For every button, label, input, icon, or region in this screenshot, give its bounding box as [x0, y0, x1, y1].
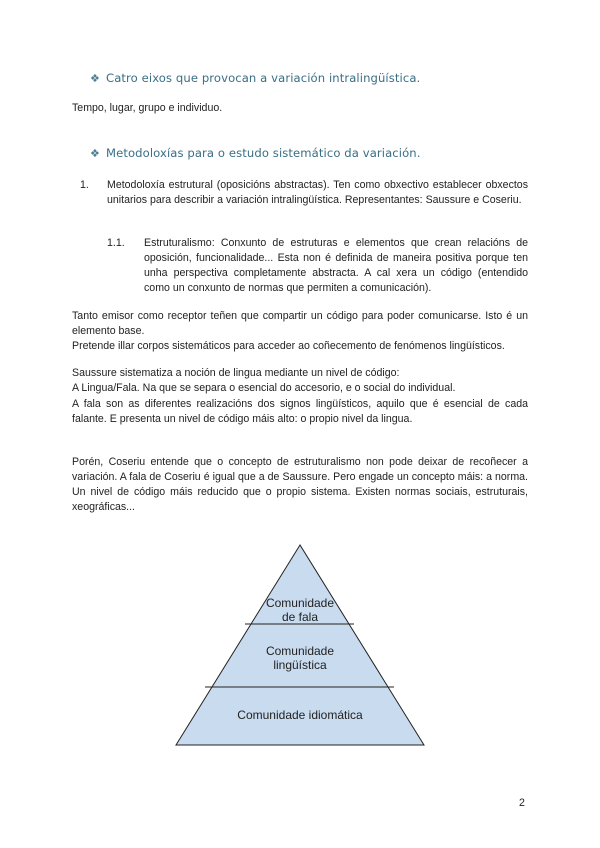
sub-list-item-number: 1.1.	[107, 237, 125, 249]
paragraph-1: Tanto emisor como receptor teñen que compartir un código para poder comunicarse. Isto é un elemento base.	[72, 310, 528, 337]
paragraph-2: Pretende illar corpos sistemáticos para acceder ao coñecemento de fenómenos lingüísticos.	[72, 340, 505, 352]
sub-list-item-text: Estruturalismo: Conxunto de estruturas e elementos que crean relacións de oposición, funcionalidade... Esta non é definida de maneira positiva porque ten unha perspectiva completamente abstracta. A cal xera un código (entendido como un conxunto de normas que permiten a comunicación).	[144, 237, 528, 294]
diamond-bullet-icon: ❖	[90, 147, 100, 160]
section-text-1: Tempo, lugar, grupo e individuo.	[72, 102, 223, 114]
pyramid-level-3-line1: Comunidade idiomática	[237, 708, 363, 722]
pyramid-level-1-line1: Comunidade	[265, 596, 335, 610]
section-heading-2: ❖ Metodoloxías para o estudo sistemático da variación.	[90, 146, 421, 160]
paragraph-4: A Lingua/Fala. Na que se separa o esencial do accesorio, e o social do individual.	[72, 382, 456, 394]
pyramid-level-2-line2: lingüística	[273, 658, 327, 672]
diamond-bullet-icon: ❖	[90, 72, 100, 85]
paragraph-3: Saussure sistematiza a noción de lingua mediante un nivel de código:	[72, 367, 400, 379]
pyramid-level-2-line1: Comunidade	[265, 644, 335, 658]
page-number: 2	[519, 797, 525, 809]
section-heading-1: ❖ Catro eixos que provocan a variación intralingüística.	[90, 71, 421, 85]
paragraph-5: A fala son as diferentes realizacións dos signos lingüísticos, aquilo que é esencial de cada falante. E presenta un nivel de código máis alto: o propio nivel da lingua.	[72, 398, 528, 425]
list-item-text: Metodoloxía estrutural (oposicións abstractas). Ten como obxectivo establecer obxectos unitarios para describir a variación intralingüística. Representantes: Saussure e Coseriu.	[107, 179, 528, 206]
paragraph-6: Porén, Coseriu entende que o concepto de estruturalismo non pode deixar de recoñecer a variación. A fala de Coseriu é igual que a de Saussure. Pero engade un concepto máis: a norma. Un nivel de código máis reducido que o propio sistema. Existen normas sociais, estruturais, xeográficas...	[72, 456, 528, 513]
pyramid-level-1-line2: de fala	[281, 610, 319, 624]
list-item-number: 1.	[80, 179, 89, 191]
